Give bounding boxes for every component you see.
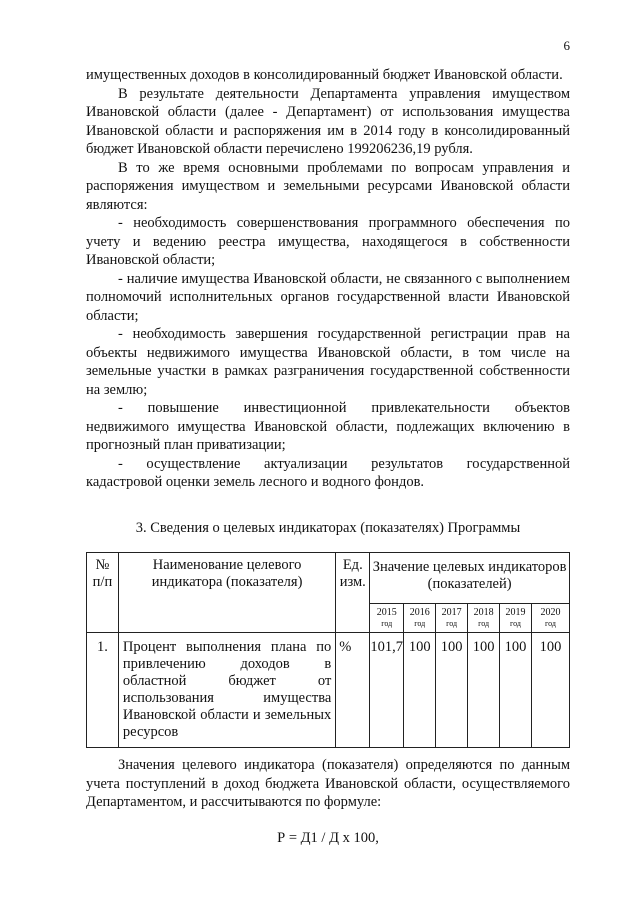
row-value: 100	[436, 633, 468, 748]
row-value: 100	[468, 633, 500, 748]
formula: Р = Д1 / Д х 100,	[277, 830, 379, 846]
year-header: 2015 год	[370, 604, 404, 633]
header-num: № п/п	[87, 553, 119, 633]
paragraph: В результате деятельности Департамента управления имуществом Ивановской области (далее - Департамент) от использования имущества Ивановской области и распоряжения им в 2014 году в консолидированный бюджет Ивановской области перечислено 199206236,19 рубля.	[86, 85, 570, 157]
row-num: 1.	[87, 633, 119, 748]
year-header: 2020 год	[531, 604, 569, 633]
year-header: 2019 год	[500, 604, 532, 633]
list-item: - наличие имущества Ивановской области, не связанного с выполнением полномочий исполнительных органов государственной власти Ивановской области;	[86, 270, 570, 324]
list-item: - осуществление актуализации результатов государственной кадастровой оценки земель лесного и водного фондов.	[86, 455, 570, 490]
row-value: 100	[500, 633, 532, 748]
body-text	[86, 66, 570, 492]
row-unit: %	[336, 633, 370, 748]
year-header: 2018 год	[468, 604, 500, 633]
year-header: 2016 год	[404, 604, 436, 633]
header-unit: Ед. изм.	[336, 553, 370, 633]
list-item: - необходимость завершения государственной регистрации прав на объекты недвижимого имущества Ивановской области, в том числе на земельные участки в рамках разграничения государственной собственности на землю;	[86, 326, 570, 398]
table-row	[87, 633, 570, 748]
paragraph: Значения целевого индикатора (показателя) определяются по данным учета поступлений в доход бюджета Ивановской области, осуществляемого Департаментом, и рассчитываются по формуле:	[86, 757, 570, 810]
paragraph: В то же время основными проблемами по вопросам управления и распоряжения имуществом и земельными ресурсами Ивановской области являются:	[86, 159, 570, 213]
row-value: 100	[404, 633, 436, 748]
header-values: Значение целевых индикаторов (показателей)	[370, 553, 570, 604]
row-value: 101,7	[370, 633, 404, 748]
row-value: 100	[531, 633, 569, 748]
list-item: - необходимость совершенствования программного обеспечения по учету и ведению реестра имущества, находящегося в собственности Ивановской области;	[86, 215, 570, 268]
list-item: - повышение инвестиционной привлекательности объектов недвижимого имущества Ивановской области, подлежащих включению в прогнозный план приватизации;	[86, 400, 570, 453]
section-heading: 3. Сведения о целевых индикаторах (показателях) Программы	[135, 520, 521, 536]
after-table-text	[86, 756, 570, 812]
row-name: Процент выполнения плана по привлечению доходов в областной бюджет от использования имущества Ивановской области и земельных ресурсов	[118, 633, 335, 748]
indicators-table	[86, 552, 570, 748]
year-header: 2017 год	[436, 604, 468, 633]
page-number: 6	[563, 38, 570, 53]
paragraph: имущественных доходов в консолидированный бюджет Ивановской области.	[86, 67, 563, 83]
header-name: Наименование целевого индикатора (показателя)	[118, 553, 335, 633]
